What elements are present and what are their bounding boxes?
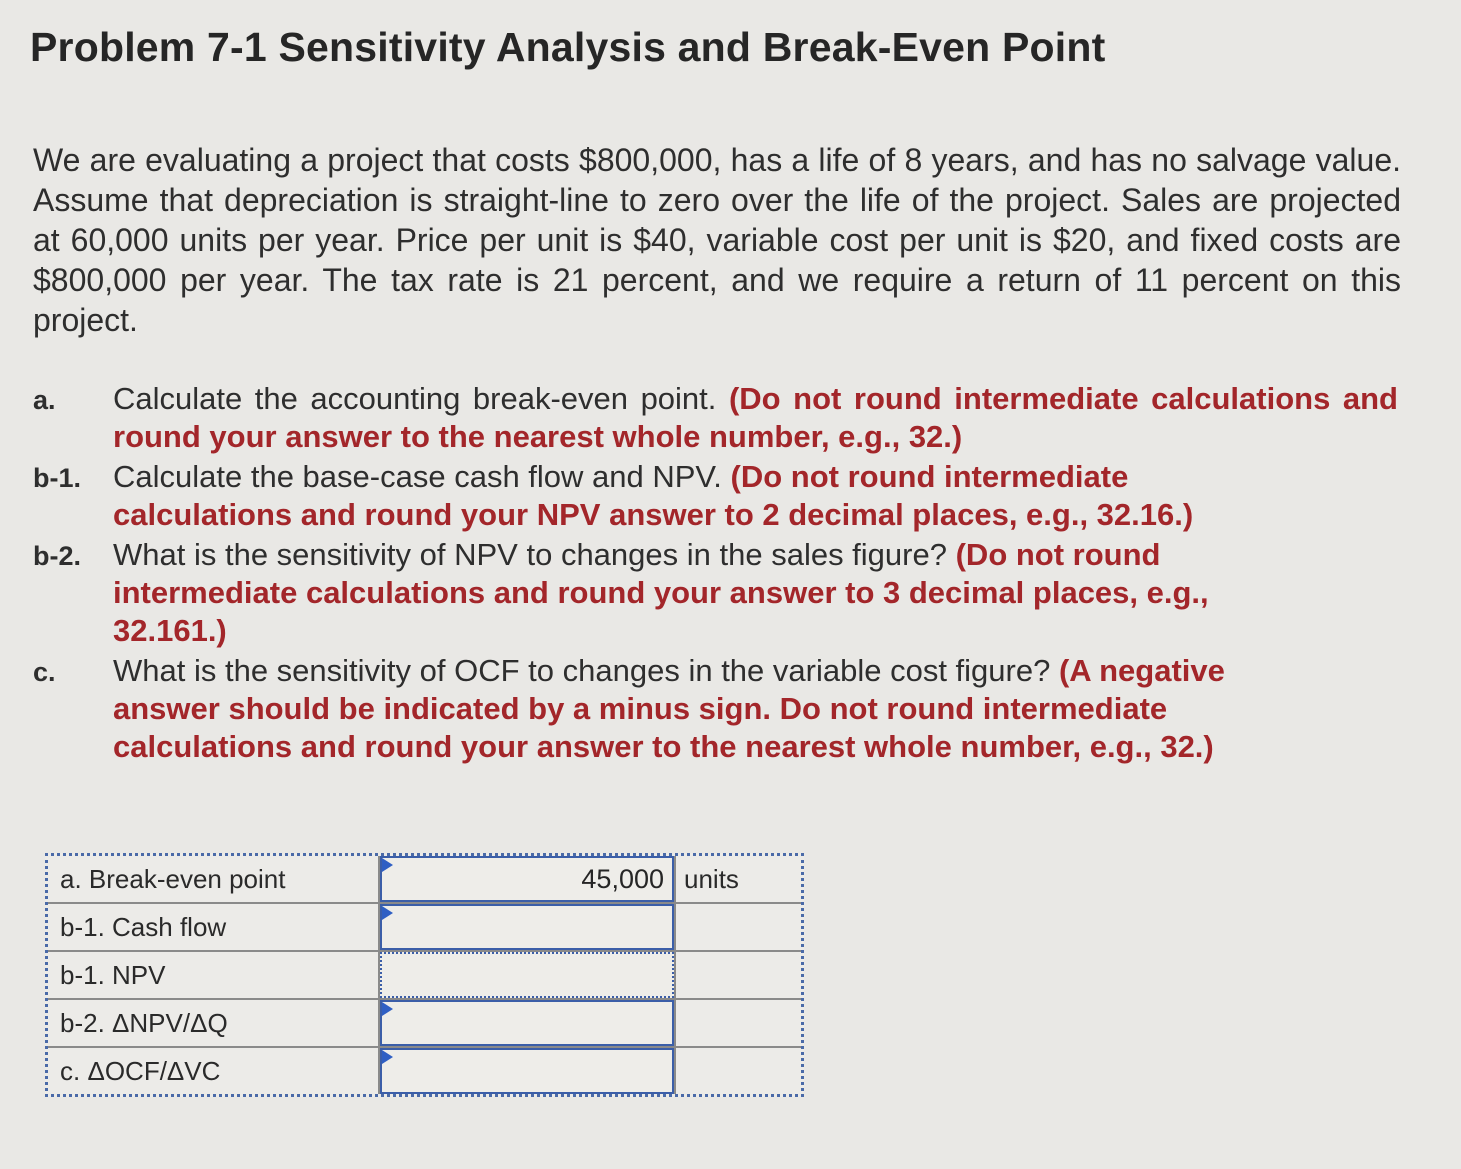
question-label: a. <box>33 385 56 415</box>
question-note: (Do not round intermediate calculations and round your answer to the nearest whole number, e.g., 32.) <box>113 381 1398 454</box>
question-body <box>113 458 1398 534</box>
question-label: b-1. <box>33 463 82 493</box>
answer-label: a. Break-even point <box>48 856 380 902</box>
answer-unit <box>676 952 801 998</box>
answer-cell <box>380 856 676 902</box>
ocf-sensitivity-input[interactable] <box>380 1048 674 1094</box>
question-note: (Do not round intermediate calculations and round your NPV answer to 2 decimal places, e.g., 32.16.) <box>113 459 1194 532</box>
answer-label: b-1. NPV <box>48 952 380 998</box>
question-a <box>33 380 1398 456</box>
question-note: (A negative answer should be indicated by a minus sign. Do not round intermediate calculations and round your answer to the nearest whole number, e.g., 32.) <box>113 653 1225 764</box>
answer-label: b-2. ΔNPV/ΔQ <box>48 1000 380 1046</box>
break-even-input[interactable] <box>380 856 674 902</box>
question-text: What is the sensitivity of OCF to changes in the variable cost figure? <box>113 653 1051 688</box>
question-b2 <box>33 536 1398 650</box>
answer-row-npv <box>48 952 801 1000</box>
answer-cell <box>380 952 676 998</box>
answer-table <box>45 853 804 1097</box>
answer-cell <box>380 904 676 950</box>
answer-unit <box>676 1000 801 1046</box>
question-body <box>113 536 1398 650</box>
question-text: Calculate the accounting break-even point. <box>113 381 717 416</box>
question-note: (Do not round intermediate calculations and round your answer to 3 decimal places, e.g., 32.161.) <box>113 537 1209 648</box>
question-text: Calculate the base-case cash flow and NPV. <box>113 459 722 494</box>
answer-cell <box>380 1000 676 1046</box>
answer-cell <box>380 1048 676 1094</box>
question-label: c. <box>33 657 56 687</box>
answer-label: b-1. Cash flow <box>48 904 380 950</box>
npv-input[interactable] <box>380 952 674 998</box>
question-b1 <box>33 458 1398 534</box>
question-body <box>113 380 1398 456</box>
question-label: b-2. <box>33 541 82 571</box>
answer-row-cash-flow <box>48 904 801 952</box>
answer-row-break-even <box>48 856 801 904</box>
problem-statement: We are evaluating a project that costs $800,000, has a life of 8 years, and has no salvage value. Assume that depreciation is straight-line to zero over the life of the project. Sales are projected at 60,000 units per year. Price per unit is $40, variable cost per unit is $20, and fixed costs are $800,000 per year. The tax rate is 21 percent, and we require a return of 11 percent on this project. <box>33 142 1401 338</box>
answer-label: c. ΔOCF/ΔVC <box>48 1048 380 1094</box>
answer-unit: units <box>684 864 739 894</box>
npv-sensitivity-input[interactable] <box>380 1000 674 1046</box>
cash-flow-input[interactable] <box>380 904 674 950</box>
answer-row-npv-sensitivity <box>48 1000 801 1048</box>
question-c <box>33 652 1398 766</box>
question-text: What is the sensitivity of NPV to changes in the sales figure? <box>113 537 947 572</box>
answer-unit <box>676 904 801 950</box>
answer-row-ocf-sensitivity <box>48 1048 801 1094</box>
question-list <box>33 380 1398 768</box>
question-body <box>113 652 1398 766</box>
answer-unit <box>676 1048 801 1094</box>
page-title: Problem 7-1 Sensitivity Analysis and Break-Even Point <box>30 24 1106 70</box>
